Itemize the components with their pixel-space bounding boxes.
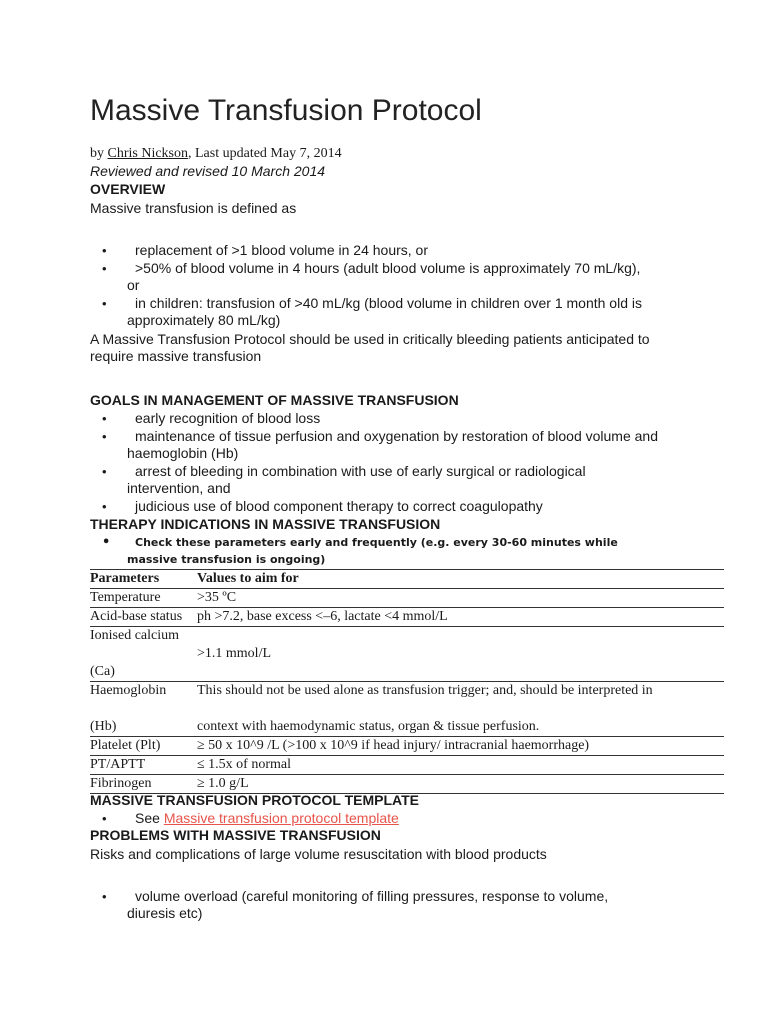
page-title: Massive Transfusion Protocol bbox=[90, 94, 482, 127]
overview-list bbox=[90, 242, 650, 329]
column-header: Parameters bbox=[90, 571, 160, 586]
list-item: • Check these parameters early and frequently (e.g. every 30-60 minutes while massive transfusion is ongoing) bbox=[90, 534, 650, 568]
table-cell: ≤ 1.5x of normal bbox=[197, 757, 292, 772]
list-item: • See Massive transfusion protocol template bbox=[90, 810, 680, 827]
problems-list bbox=[90, 888, 625, 922]
byline bbox=[90, 145, 342, 162]
table-header-row bbox=[90, 570, 724, 589]
goals-list bbox=[90, 410, 675, 515]
table-cell: Acid-base status bbox=[90, 609, 183, 624]
table-cell: ph >7.2, base excess <–6, lactate <4 mmol/L bbox=[197, 609, 448, 624]
therapy-note-list bbox=[90, 534, 650, 568]
table-cell: Temperature bbox=[90, 590, 161, 605]
overview-heading: OVERVIEW bbox=[90, 181, 166, 197]
table-cell: This should not be used alone as transfusion trigger; and, should be interpreted in context with haemodynamic status, organ & tissue perfusion. bbox=[197, 683, 653, 734]
byline-date: , Last updated May 7, 2014 bbox=[188, 146, 342, 161]
table-row bbox=[90, 589, 724, 608]
overview-closing: A Massive Transfusion Protocol should be used in critically bleeding patients anticipated to require massive transfusion bbox=[90, 331, 650, 364]
table-cell: >35 ºC bbox=[197, 590, 237, 605]
list-item: • volume overload (careful monitoring of filling pressures, response to volume, diuresis etc) bbox=[90, 888, 625, 922]
list-item: • early recognition of blood loss bbox=[90, 410, 675, 427]
table-cell: Haemoglobin (Hb) bbox=[90, 683, 167, 734]
list-item: • arrest of bleeding in combination with use of early surgical or radiological intervention, and bbox=[90, 463, 627, 497]
table-cell: Ionised calcium (Ca) bbox=[90, 628, 180, 679]
table-row bbox=[90, 682, 724, 737]
table-row bbox=[90, 756, 724, 775]
goals-heading: GOALS IN MANAGEMENT OF MASSIVE TRANSFUSION bbox=[90, 392, 459, 408]
list-item: • judicious use of blood component therapy to correct coagulopathy bbox=[90, 498, 675, 515]
table-cell: PT/APTT bbox=[90, 757, 146, 772]
list-item: • >50% of blood volume in 4 hours (adult blood volume is approximately 70 mL/kg), or bbox=[90, 260, 650, 294]
template-link[interactable]: Massive transfusion protocol template bbox=[163, 810, 399, 826]
problems-heading: PROBLEMS WITH MASSIVE TRANSFUSION bbox=[90, 827, 381, 843]
list-item: • in children: transfusion of >40 mL/kg (blood volume in children over 1 month old is approximately 80 mL/kg) bbox=[90, 295, 672, 329]
therapy-heading: THERAPY INDICATIONS IN MASSIVE TRANSFUSION bbox=[90, 516, 441, 532]
table-row bbox=[90, 775, 724, 794]
template-list bbox=[90, 810, 680, 827]
reviewed-note: Reviewed and revised 10 March 2014 bbox=[90, 163, 326, 179]
therapy-table bbox=[90, 569, 724, 794]
table-cell: >1.1 mmol/L bbox=[197, 646, 272, 661]
table-cell: ≥ 1.0 g/L bbox=[197, 776, 249, 791]
list-item: • replacement of >1 blood volume in 24 hours, or bbox=[90, 242, 650, 259]
overview-intro: Massive transfusion is defined as bbox=[90, 200, 297, 216]
table-cell: Platelet (Plt) bbox=[90, 738, 161, 753]
template-heading: MASSIVE TRANSFUSION PROTOCOL TEMPLATE bbox=[90, 792, 420, 808]
author-link[interactable]: Chris Nickson bbox=[107, 146, 188, 161]
problems-intro: Risks and complications of large volume resuscitation with blood products bbox=[90, 846, 547, 862]
byline-prefix: by bbox=[90, 146, 108, 161]
list-item: • maintenance of tissue perfusion and oxygenation by restoration of blood volume and haemoglobin (Hb) bbox=[90, 428, 675, 462]
table-row bbox=[90, 608, 724, 627]
table-cell: ≥ 50 x 10^9 /L (>100 x 10^9 if head injury/ intracranial haemorrhage) bbox=[197, 738, 590, 753]
column-header: Values to aim for bbox=[197, 571, 299, 586]
table-cell: Fibrinogen bbox=[90, 776, 152, 791]
table-row bbox=[90, 737, 724, 756]
table-row bbox=[90, 627, 724, 682]
